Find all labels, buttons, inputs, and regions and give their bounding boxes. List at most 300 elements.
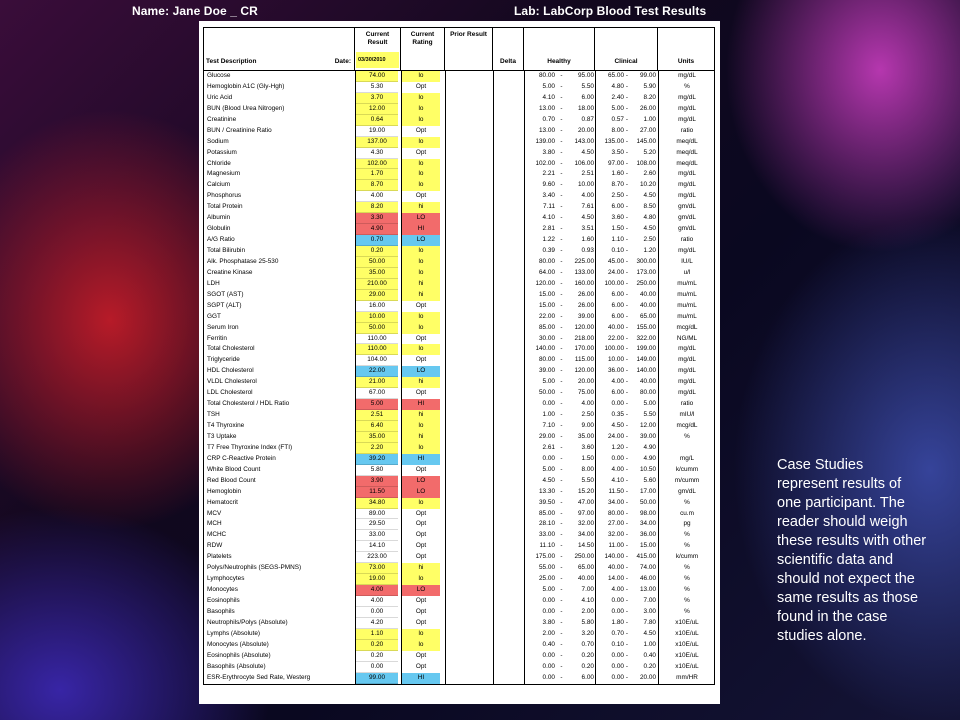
units: mm/HR <box>676 673 698 681</box>
range-dash: - <box>625 640 629 648</box>
clinical-low: 4.00 <box>611 465 624 473</box>
units: mg/dL <box>678 356 696 364</box>
current-rating: LO <box>402 476 440 487</box>
range-dash: - <box>625 476 629 484</box>
clinical-low: 27.00 <box>608 520 624 528</box>
units: mg/dL <box>678 367 696 375</box>
clinical-low: 8.00 <box>611 126 624 134</box>
current-rating: lo <box>402 344 440 355</box>
clinical-low: 97.00 <box>608 159 624 167</box>
range-dash: - <box>625 279 629 287</box>
clinical-high: 4.90 <box>643 454 656 462</box>
healthy-high: 3.60 <box>581 443 594 451</box>
current-rating: Opt <box>415 465 427 473</box>
range-dash: - <box>560 389 563 397</box>
table-row <box>204 191 714 202</box>
units: mu/mL <box>677 290 697 298</box>
units: mg/dL <box>678 192 696 200</box>
healthy-low: 7.11 <box>543 203 555 211</box>
test-description: HDL Cholesterol <box>207 367 254 375</box>
units: mg/dL <box>678 345 696 353</box>
units: x10E/uL <box>675 662 699 670</box>
range-dash: - <box>625 586 629 594</box>
table-row <box>204 82 714 93</box>
healthy-low: 22.00 <box>539 312 555 320</box>
units: % <box>684 575 690 583</box>
range-dash: - <box>560 553 563 561</box>
healthy-high: 8.00 <box>581 465 594 473</box>
current-rating: HI <box>402 399 440 410</box>
healthy-high: 0.20 <box>581 651 594 659</box>
clinical-low: 0.70 <box>611 629 624 637</box>
clinical-high: 8.50 <box>643 203 656 211</box>
test-description: Creatinine <box>207 115 237 123</box>
range-dash: - <box>625 203 629 211</box>
clinical-low: 135.00 <box>604 137 624 145</box>
healthy-high: 39.00 <box>578 312 594 320</box>
range-dash: - <box>560 356 563 364</box>
range-dash: - <box>625 247 629 254</box>
table-row <box>204 202 714 213</box>
healthy-high: 0.93 <box>581 247 594 254</box>
range-dash: - <box>625 597 629 604</box>
current-result: 210.00 <box>356 279 398 290</box>
healthy-high: 14.50 <box>578 542 594 550</box>
range-dash: - <box>560 257 563 265</box>
range-dash: - <box>625 148 629 156</box>
healthy-low: 2.21 <box>542 170 555 178</box>
current-rating: lo <box>402 443 440 454</box>
healthy-high: 7.61 <box>581 203 594 211</box>
range-dash: - <box>625 181 629 189</box>
healthy-low: 5.00 <box>542 378 555 386</box>
table-row <box>204 673 714 684</box>
test-description: Neutrophils/Polys (Absolute) <box>207 618 288 626</box>
healthy-low: 80.00 <box>539 257 555 265</box>
table-row <box>204 366 714 377</box>
test-description: MCH <box>207 520 222 528</box>
clinical-low: 4.00 <box>611 378 624 386</box>
range-dash: - <box>625 236 629 244</box>
clinical-high: 10.20 <box>640 181 656 189</box>
range-dash: - <box>560 465 563 473</box>
units: k/cumm <box>675 465 699 473</box>
range-dash: - <box>625 126 629 134</box>
table-row <box>204 224 714 235</box>
clinical-high: 36.00 <box>640 531 656 539</box>
units: % <box>684 564 690 572</box>
range-dash: - <box>560 400 563 408</box>
current-rating: lo <box>402 137 440 148</box>
range-dash: - <box>560 115 563 123</box>
clinical-low: 11.00 <box>608 542 624 550</box>
clinical-high: 4.80 <box>643 214 656 222</box>
test-description: MCV <box>207 509 222 517</box>
current-rating: HI <box>402 673 440 684</box>
units: x10E/uL <box>675 651 699 659</box>
clinical-high: 322.00 <box>636 334 656 342</box>
current-result: 73.00 <box>356 563 398 574</box>
table-row <box>204 541 714 552</box>
units: mg/dL <box>678 378 696 386</box>
range-dash: - <box>625 268 629 276</box>
range-dash: - <box>625 432 629 440</box>
current-rating: lo <box>402 268 440 279</box>
healthy-low: 28.10 <box>539 520 555 528</box>
healthy-high: 4.50 <box>581 148 594 156</box>
clinical-high: 145.00 <box>636 137 656 145</box>
range-dash: - <box>625 257 629 265</box>
current-rating: Opt <box>415 662 427 670</box>
test-description: Sodium <box>207 137 229 145</box>
range-dash: - <box>560 290 563 298</box>
clinical-high: 98.00 <box>640 509 656 517</box>
test-description: Calcium <box>207 181 231 189</box>
units: IU/L <box>681 257 693 265</box>
table-row <box>204 388 714 399</box>
current-result: 3.30 <box>356 213 398 224</box>
healthy-high: 6.00 <box>581 93 594 101</box>
clinical-low: 4.50 <box>611 422 624 429</box>
clinical-high: 39.00 <box>640 432 656 440</box>
healthy-low: 64.00 <box>539 268 555 276</box>
units: u/l <box>683 268 691 276</box>
healthy-high: 0.87 <box>581 115 594 123</box>
units: ratio <box>680 126 694 134</box>
range-dash: - <box>625 356 629 364</box>
current-rating: lo <box>402 246 440 257</box>
range-dash: - <box>560 247 563 254</box>
current-result: 50.00 <box>356 323 398 334</box>
healthy-low: 5.00 <box>542 82 555 90</box>
current-result: 14.10 <box>356 541 398 552</box>
range-dash: - <box>560 301 563 309</box>
current-result: 35.00 <box>356 268 398 279</box>
clinical-low: 14.00 <box>608 575 624 583</box>
units: % <box>684 432 690 440</box>
healthy-high: 20.00 <box>578 126 594 134</box>
healthy-high: 5.50 <box>581 476 594 484</box>
current-result: 4.90 <box>356 224 398 235</box>
units: % <box>684 597 690 604</box>
current-result: 104.00 <box>356 355 398 366</box>
range-dash: - <box>625 137 629 145</box>
current-result: 223.00 <box>356 552 398 563</box>
clinical-high: 5.90 <box>643 82 656 90</box>
current-result: 99.00 <box>356 673 398 684</box>
clinical-low: 0.00 <box>611 454 624 462</box>
current-result: 2.51 <box>356 410 398 421</box>
table-row <box>204 323 714 334</box>
table-row <box>204 290 714 301</box>
current-result: 10.00 <box>356 312 398 323</box>
healthy-low: 80.00 <box>539 356 555 364</box>
current-rating: Opt <box>415 82 427 90</box>
units: mu/mL <box>677 301 697 309</box>
range-dash: - <box>625 411 629 419</box>
units: gm/dL <box>678 225 696 233</box>
current-rating: hi <box>402 432 440 443</box>
test-description: Hemoglobin <box>207 487 242 495</box>
units: mu/mL <box>677 312 697 320</box>
range-dash: - <box>560 312 563 320</box>
range-dash: - <box>625 367 629 375</box>
units: meq/dL <box>676 137 698 145</box>
current-result: 29.00 <box>356 290 398 301</box>
healthy-high: 3.20 <box>581 629 594 637</box>
current-rating: lo <box>402 421 440 432</box>
clinical-low: 45.00 <box>608 257 624 265</box>
clinical-high: 12.00 <box>640 422 656 429</box>
range-dash: - <box>560 214 563 222</box>
range-dash: - <box>625 214 629 222</box>
healthy-high: 26.00 <box>578 290 594 298</box>
units: gm/dL <box>678 214 696 222</box>
range-dash: - <box>560 476 563 484</box>
range-dash: - <box>625 564 629 572</box>
healthy-low: 30.00 <box>539 334 555 342</box>
current-result: 0.64 <box>356 115 398 126</box>
test-description: Lymphs (Absolute) <box>207 629 261 637</box>
clinical-low: 32.00 <box>608 531 624 539</box>
clinical-high: 15.00 <box>640 542 656 550</box>
range-dash: - <box>560 137 563 145</box>
current-result: 11.50 <box>356 487 398 498</box>
units: % <box>684 607 690 615</box>
healthy-low: 5.00 <box>542 465 555 473</box>
clinical-low: 0.00 <box>611 607 624 615</box>
table-row <box>204 344 714 355</box>
current-rating: lo <box>402 257 440 268</box>
healthy-high: 115.00 <box>574 356 594 364</box>
table-row <box>204 115 714 126</box>
clinical-low: 6.00 <box>611 312 624 320</box>
units: mcg/dL <box>676 422 698 429</box>
current-rating: lo <box>402 93 440 104</box>
table-row <box>204 279 714 290</box>
clinical-low: 100.00 <box>604 345 624 353</box>
current-result: 1.70 <box>356 169 398 180</box>
units: % <box>684 531 690 539</box>
test-description: Magnesium <box>207 170 241 178</box>
table-row <box>204 377 714 388</box>
test-description: BUN (Blood Urea Nitrogen) <box>207 104 285 112</box>
clinical-high: 7.80 <box>643 618 656 626</box>
clinical-high: 20.00 <box>640 673 656 681</box>
clinical-high: 7.00 <box>643 597 656 604</box>
range-dash: - <box>625 72 629 79</box>
test-description: TSH <box>207 411 220 419</box>
test-description: Albumin <box>207 214 231 222</box>
range-dash: - <box>625 531 629 539</box>
test-description: Globulin <box>207 225 231 233</box>
current-rating: Opt <box>415 389 427 397</box>
current-result: 67.00 <box>356 388 398 399</box>
range-dash: - <box>560 378 563 386</box>
table-row <box>204 180 714 191</box>
units: % <box>684 82 690 90</box>
header-delta: Delta <box>493 28 524 70</box>
test-description: Uric Acid <box>207 93 233 101</box>
table-row <box>204 213 714 224</box>
header-current-rating: Current Rating <box>401 28 445 70</box>
clinical-low: 140.00 <box>604 553 624 561</box>
healthy-high: 225.00 <box>574 257 594 265</box>
range-dash: - <box>560 586 563 594</box>
healthy-high: 35.00 <box>578 432 594 440</box>
range-dash: - <box>625 225 629 233</box>
range-dash: - <box>625 520 629 528</box>
units: mg/dL <box>678 389 696 397</box>
range-dash: - <box>625 323 629 331</box>
current-result: 0.70 <box>356 235 398 246</box>
range-dash: - <box>560 334 563 342</box>
test-description: LDL Cholesterol <box>207 389 253 397</box>
current-rating: Opt <box>415 301 427 309</box>
clinical-high: 415.00 <box>636 553 656 561</box>
range-dash: - <box>625 618 629 626</box>
current-rating: lo <box>402 71 440 82</box>
healthy-high: 4.10 <box>581 597 594 604</box>
range-dash: - <box>625 575 629 583</box>
range-dash: - <box>560 640 563 648</box>
healthy-high: 26.00 <box>578 301 594 309</box>
table-row <box>204 148 714 159</box>
healthy-high: 218.00 <box>574 334 594 342</box>
clinical-high: 26.00 <box>640 104 656 112</box>
table-row <box>204 399 714 410</box>
lab-title: Lab: LabCorp Blood Test Results <box>514 4 707 18</box>
clinical-low: 0.10 <box>611 640 624 648</box>
test-description: T4 Thyroxine <box>207 422 245 429</box>
healthy-low: 175.00 <box>535 553 555 561</box>
current-result: 50.00 <box>356 257 398 268</box>
table-row <box>204 585 714 596</box>
clinical-high: 0.20 <box>643 662 656 670</box>
healthy-low: 85.00 <box>539 323 555 331</box>
clinical-low: 10.00 <box>608 356 624 364</box>
healthy-high: 20.00 <box>578 378 594 386</box>
healthy-low: 3.80 <box>542 148 555 156</box>
range-dash: - <box>625 443 629 451</box>
clinical-high: 1.00 <box>643 640 656 648</box>
test-description: Glucose <box>207 72 231 79</box>
units: mg/L <box>679 454 695 462</box>
header-healthy: Healthy <box>524 28 595 70</box>
clinical-high: 2.60 <box>643 170 656 178</box>
clinical-high: 173.00 <box>636 268 656 276</box>
units: cu.m <box>680 509 694 517</box>
current-result: 3.70 <box>356 93 398 104</box>
clinical-high: 13.00 <box>640 586 656 594</box>
clinical-high: 140.00 <box>636 367 656 375</box>
clinical-high: 80.00 <box>640 389 656 397</box>
healthy-low: 15.00 <box>539 290 555 298</box>
range-dash: - <box>625 553 629 561</box>
healthy-low: 120.00 <box>535 279 555 287</box>
clinical-low: 2.40 <box>611 93 624 101</box>
clinical-low: 24.00 <box>608 432 624 440</box>
current-rating: lo <box>402 323 440 334</box>
lab-results-table <box>203 27 715 685</box>
clinical-high: 3.00 <box>643 607 656 615</box>
table-row <box>204 476 714 487</box>
range-dash: - <box>560 345 563 353</box>
clinical-low: 1.60 <box>611 170 624 178</box>
table-row <box>204 355 714 366</box>
range-dash: - <box>560 509 563 517</box>
clinical-high: 27.00 <box>640 126 656 134</box>
report-date: 03/30/2010 <box>356 52 399 68</box>
healthy-high: 250.00 <box>574 553 594 561</box>
range-dash: - <box>560 443 563 451</box>
clinical-high: 300.00 <box>636 257 656 265</box>
current-result: 137.00 <box>356 137 398 148</box>
clinical-low: 0.10 <box>611 247 624 254</box>
range-dash: - <box>560 487 563 495</box>
current-result: 16.00 <box>356 301 398 312</box>
clinical-low: 6.00 <box>611 389 624 397</box>
clinical-high: 74.00 <box>640 564 656 572</box>
healthy-high: 18.00 <box>578 104 594 112</box>
healthy-low: 80.00 <box>539 72 555 79</box>
units: mg/dL <box>678 247 696 254</box>
test-description: A/G Ratio <box>207 236 235 244</box>
test-description: VLDL Cholesterol <box>207 378 257 386</box>
test-description: GGT <box>207 312 221 320</box>
current-result: 35.00 <box>356 432 398 443</box>
current-rating: hi <box>402 279 440 290</box>
clinical-high: 5.20 <box>643 148 656 156</box>
healthy-high: 32.00 <box>578 520 594 528</box>
healthy-low: 39.00 <box>539 367 555 375</box>
range-dash: - <box>560 662 563 670</box>
current-rating: HI <box>402 224 440 235</box>
range-dash: - <box>560 72 563 79</box>
current-result: 110.00 <box>356 334 398 345</box>
clinical-low: 3.60 <box>611 214 624 222</box>
current-result: 4.00 <box>356 596 398 607</box>
test-description: Ferritin <box>207 334 227 342</box>
current-rating: Opt <box>415 553 427 561</box>
current-rating: lo <box>402 574 440 585</box>
healthy-low: 0.00 <box>542 673 555 681</box>
current-result: 102.00 <box>356 159 398 170</box>
range-dash: - <box>560 126 563 134</box>
range-dash: - <box>625 334 629 342</box>
range-dash: - <box>560 673 563 681</box>
test-description: Platelets <box>207 553 232 561</box>
clinical-high: 108.00 <box>636 159 656 167</box>
current-rating: lo <box>402 104 440 115</box>
clinical-high: 5.50 <box>643 411 656 419</box>
units: x10E/uL <box>675 618 699 626</box>
healthy-high: 0.70 <box>581 640 594 648</box>
current-result: 0.00 <box>356 607 398 618</box>
range-dash: - <box>560 279 563 287</box>
healthy-high: 2.51 <box>581 170 594 178</box>
clinical-high: 40.00 <box>640 378 656 386</box>
clinical-high: 199.00 <box>636 345 656 353</box>
units: mIU/l <box>679 411 695 419</box>
current-rating: lo <box>402 115 440 126</box>
healthy-high: 97.00 <box>578 509 594 517</box>
table-row <box>204 651 714 662</box>
current-result: 39.20 <box>356 454 398 465</box>
range-dash: - <box>625 104 629 112</box>
current-rating: LO <box>402 366 440 377</box>
disclaimer-note: Case Studies represent results of one participant. The reader should weigh these results with other scientific data and should not expect the same results as those found in the case studies alone. <box>777 457 927 644</box>
